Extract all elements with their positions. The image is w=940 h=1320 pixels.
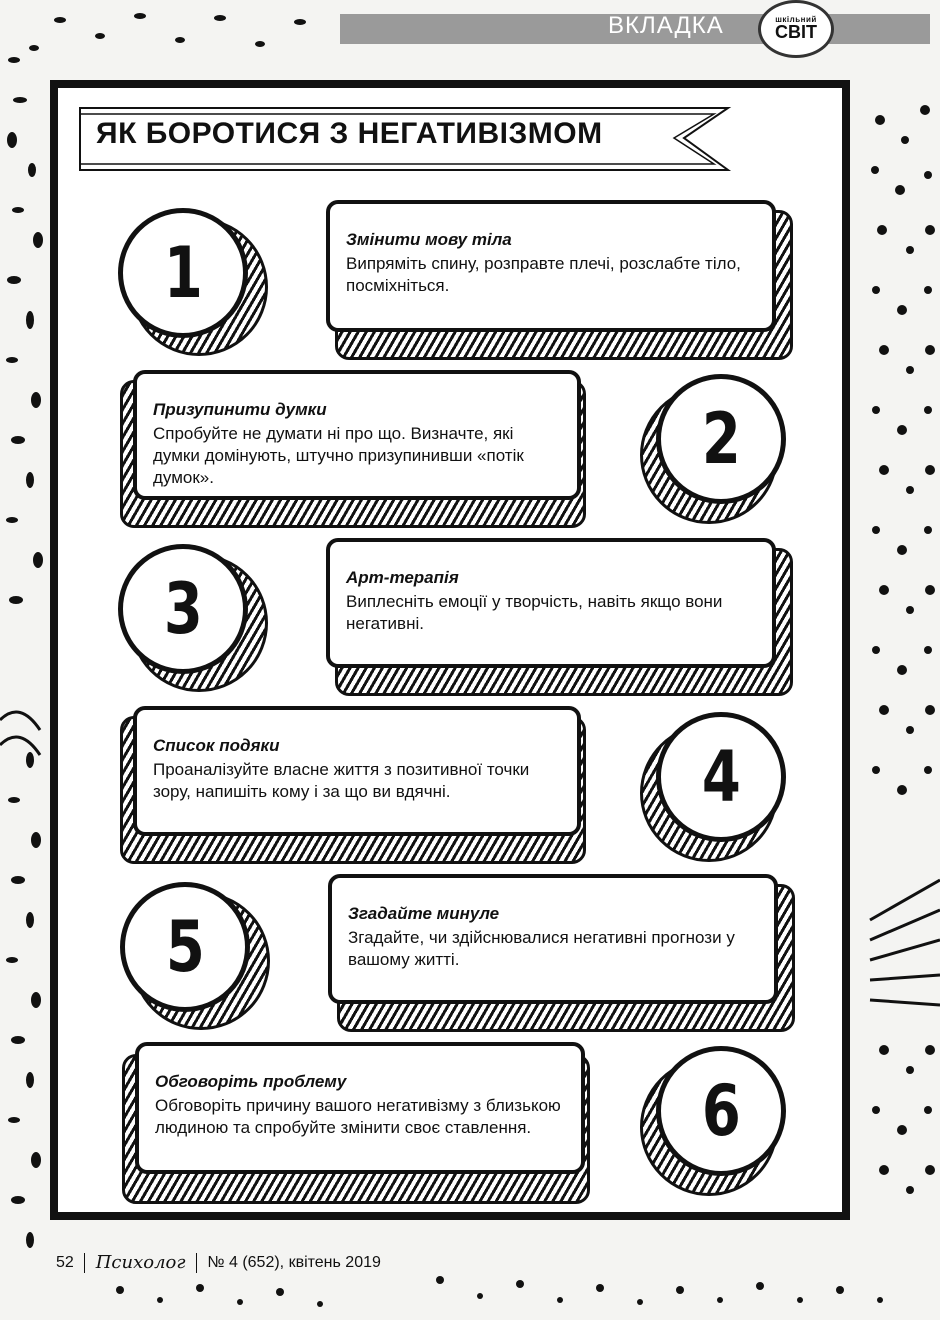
magazine-logo xyxy=(758,0,834,58)
number-circle xyxy=(118,544,248,674)
step-card xyxy=(326,200,776,332)
step-card xyxy=(326,538,776,668)
step-card xyxy=(135,1042,585,1174)
issue-info: № 4 (652), квітень 2019 xyxy=(207,1253,381,1271)
step-card xyxy=(328,874,778,1004)
logo-small-text: шкільний xyxy=(775,15,817,24)
section-label: ВКЛАДКА xyxy=(608,12,724,39)
step-title: Список подяки xyxy=(153,736,280,755)
step-card xyxy=(133,370,581,500)
number-circle xyxy=(656,374,786,504)
step-title: Призупинити думки xyxy=(153,400,327,419)
page-number: 52 xyxy=(56,1253,74,1271)
step-text: Проаналізуйте власне життя з позитивної точки зору, напишіть кому і за що ви вдячні. xyxy=(153,760,530,801)
footer-divider xyxy=(196,1253,197,1273)
page-footer xyxy=(56,1252,381,1273)
step-text: Спробуйте не думати ні про що. Визначте, які думки домінують, штучно призупинивши «потік думок». xyxy=(153,424,524,487)
step-title: Змінити мову тіла xyxy=(346,230,512,249)
number-circle xyxy=(120,882,250,1012)
step-text: Виплесніть емоції у творчість, навіть якщо вони негативні. xyxy=(346,592,723,633)
footer-divider xyxy=(84,1253,85,1273)
number-circle xyxy=(656,1046,786,1176)
step-text: Обговоріть причину вашого негативізму з близькою людиною та спробуйте змінити своє ставлення. xyxy=(155,1096,561,1137)
step-number: 6 xyxy=(701,1070,741,1152)
step-text: Випряміть спину, розправте плечі, розслабте тіло, посміхніться. xyxy=(346,254,741,295)
step-title: Обговоріть проблему xyxy=(155,1072,347,1091)
step-card xyxy=(133,706,581,836)
step-number: 5 xyxy=(165,906,205,988)
number-circle xyxy=(656,712,786,842)
step-number: 2 xyxy=(701,398,741,480)
logo-main-text: СВІТ xyxy=(775,22,817,42)
number-circle xyxy=(118,208,248,338)
step-number: 3 xyxy=(163,568,203,650)
step-number: 1 xyxy=(163,232,203,314)
magazine-name: Психолог xyxy=(95,1252,186,1273)
page-title: ЯК БОРОТИСЯ З НЕГАТИВІЗМОМ xyxy=(96,117,603,150)
step-title: Згадайте минуле xyxy=(348,904,500,923)
step-text: Згадайте, чи здійснювалися негативні прогнози у вашому житті. xyxy=(348,928,735,969)
step-title: Арт-терапія xyxy=(346,568,459,587)
step-number: 4 xyxy=(701,736,741,818)
